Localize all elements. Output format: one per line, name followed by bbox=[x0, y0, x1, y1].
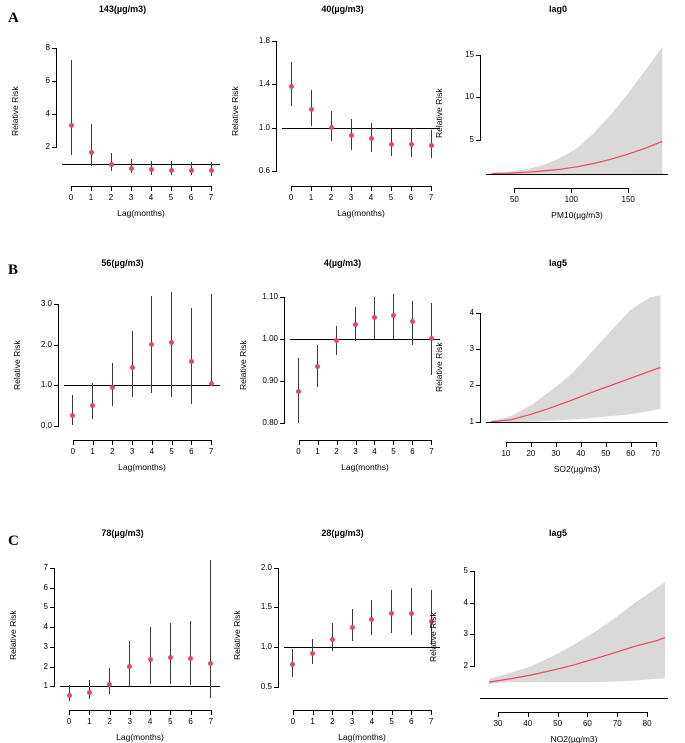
panel-letter-a: A bbox=[8, 10, 19, 26]
y-tick-label: 1.0 bbox=[40, 380, 52, 390]
x-tick-label: 5 bbox=[391, 447, 396, 456]
x-tick bbox=[391, 186, 392, 191]
chart-c2 bbox=[232, 528, 445, 743]
x-tick bbox=[352, 710, 353, 715]
y-tick-label: 15 bbox=[465, 50, 474, 60]
data-point bbox=[89, 150, 94, 155]
y-tick-label: 5 bbox=[43, 602, 48, 612]
data-point bbox=[310, 651, 315, 656]
y-tick bbox=[54, 304, 59, 305]
x-axis-title-a3: PM10(µg/m3) bbox=[551, 210, 603, 220]
x-tick-label: 3 bbox=[127, 717, 133, 726]
x-axis-title-a2: Lag(months) bbox=[337, 208, 385, 218]
y-tick bbox=[54, 345, 59, 346]
x-tick-label: 80 bbox=[642, 719, 652, 728]
x-tick-label: 4 bbox=[369, 717, 375, 726]
chart-title-c1: 78(µg/m3) bbox=[101, 528, 144, 538]
y-tick-label: 8 bbox=[45, 43, 50, 53]
error-bar bbox=[210, 560, 211, 698]
chart-b2 bbox=[240, 258, 445, 473]
x-tick bbox=[131, 186, 132, 191]
data-point bbox=[107, 682, 112, 687]
y-tick bbox=[50, 568, 55, 569]
x-tick bbox=[299, 440, 300, 445]
x-tick bbox=[332, 710, 333, 715]
data-point bbox=[353, 322, 358, 327]
x-axis-title-b2: Lag(months) bbox=[341, 462, 389, 472]
x-tick-label: 3 bbox=[129, 447, 135, 456]
y-tick-label: 1.8 bbox=[258, 35, 270, 45]
x-tick-label: 2 bbox=[334, 447, 339, 456]
y-tick-label: 1.4 bbox=[258, 79, 270, 89]
data-point bbox=[87, 690, 92, 695]
x-tick-label: 6 bbox=[188, 193, 194, 202]
x-tick-label: 40 bbox=[523, 719, 533, 728]
data-point bbox=[409, 611, 414, 616]
y-tick bbox=[50, 647, 55, 648]
y-tick-label: 1.00 bbox=[262, 333, 278, 343]
x-tick bbox=[291, 186, 292, 191]
x-tick bbox=[111, 186, 112, 191]
x-tick bbox=[130, 710, 131, 715]
x-tick-label: 6 bbox=[188, 717, 193, 726]
x-tick bbox=[211, 710, 212, 715]
data-point bbox=[409, 142, 414, 147]
y-tick bbox=[280, 297, 285, 298]
error-bar bbox=[150, 627, 151, 684]
x-tick-label: 6 bbox=[189, 447, 194, 456]
y-tick-label: 2 bbox=[43, 661, 48, 671]
x-tick bbox=[69, 710, 70, 715]
data-point bbox=[296, 389, 301, 394]
chart-title-a3: lag0 bbox=[548, 4, 567, 14]
chart-a1 bbox=[10, 4, 225, 219]
x-tick-label: 100 bbox=[564, 195, 578, 204]
chart-c3 bbox=[428, 528, 678, 743]
data-point bbox=[189, 168, 194, 173]
x-tick bbox=[112, 440, 113, 445]
y-tick-label: 2.0 bbox=[40, 339, 52, 349]
reference-line bbox=[64, 385, 220, 386]
x-tick bbox=[393, 440, 394, 445]
chart-title-a1: 143(µg/m3) bbox=[98, 4, 147, 14]
x-tick-label: 5 bbox=[168, 717, 173, 726]
y-axis-title-a2: Relative Risk bbox=[230, 86, 240, 136]
x-tick-label: 0 bbox=[68, 193, 74, 202]
data-point bbox=[429, 143, 434, 148]
y-axis-c2 bbox=[278, 568, 279, 687]
data-point bbox=[389, 142, 394, 147]
y-tick bbox=[54, 426, 59, 427]
y-axis-title-c3: Relative Risk bbox=[428, 612, 438, 662]
error-bar bbox=[72, 395, 73, 424]
y-tick-label: 4 bbox=[43, 622, 48, 632]
x-tick-label: 1 bbox=[90, 447, 95, 456]
error-bar bbox=[91, 124, 92, 166]
x-tick bbox=[171, 186, 172, 191]
x-tick bbox=[337, 440, 338, 445]
data-point bbox=[127, 664, 132, 669]
y-axis-title-c2: Relative Risk bbox=[232, 610, 242, 660]
x-tick bbox=[374, 440, 375, 445]
x-tick-label: 7 bbox=[208, 193, 214, 202]
x-tick-label: 60 bbox=[626, 449, 636, 458]
y-tick bbox=[280, 423, 285, 424]
data-point bbox=[169, 168, 174, 173]
x-axis-title-c2: Lag(months) bbox=[338, 732, 386, 742]
chart-title-b3: lag5 bbox=[548, 258, 567, 268]
x-tick bbox=[152, 440, 153, 445]
data-point bbox=[129, 166, 134, 171]
reference-line bbox=[60, 686, 220, 687]
data-point bbox=[372, 315, 377, 320]
x-tick bbox=[431, 186, 432, 191]
y-tick bbox=[280, 381, 285, 382]
confidence-band-b3 bbox=[438, 258, 678, 473]
y-tick bbox=[52, 81, 57, 82]
data-point bbox=[70, 413, 75, 418]
x-tick-label: 1 bbox=[87, 717, 92, 726]
x-tick bbox=[372, 710, 373, 715]
confidence-band-c3 bbox=[438, 528, 678, 743]
y-axis-title-b1: Relative Risk bbox=[12, 340, 22, 390]
y-tick-label: 0.6 bbox=[258, 166, 270, 176]
y-tick-label: 5 bbox=[469, 134, 474, 144]
x-tick-label: 50 bbox=[509, 195, 519, 204]
error-bar bbox=[132, 331, 133, 397]
error-bar bbox=[211, 294, 212, 385]
y-axis-a2 bbox=[276, 41, 277, 172]
x-tick-label: 30 bbox=[493, 719, 503, 728]
data-point bbox=[168, 655, 173, 660]
y-tick bbox=[54, 385, 59, 386]
data-point bbox=[369, 136, 374, 141]
data-point bbox=[110, 385, 115, 390]
x-tick-label: 3 bbox=[349, 717, 355, 726]
x-tick bbox=[91, 186, 92, 191]
x-tick-label: 2 bbox=[328, 193, 334, 202]
data-point bbox=[109, 162, 114, 167]
y-tick bbox=[272, 128, 277, 129]
data-point bbox=[209, 381, 214, 386]
chart-a2 bbox=[230, 4, 445, 219]
y-tick bbox=[272, 84, 277, 85]
data-point bbox=[315, 364, 320, 369]
y-tick bbox=[50, 607, 55, 608]
x-tick bbox=[191, 710, 192, 715]
x-tick-label: 4 bbox=[368, 193, 374, 202]
x-tick bbox=[371, 186, 372, 191]
x-tick-label: 1 bbox=[315, 447, 320, 456]
x-tick-label: 20 bbox=[526, 449, 536, 458]
data-point bbox=[209, 168, 214, 173]
x-tick-label: 50 bbox=[601, 449, 611, 458]
reference-line bbox=[486, 422, 668, 423]
x-tick bbox=[170, 710, 171, 715]
reference-line bbox=[486, 174, 668, 175]
x-tick bbox=[311, 186, 312, 191]
y-tick-label: 1.0 bbox=[258, 122, 270, 132]
confidence-band-a3 bbox=[438, 4, 678, 219]
x-tick bbox=[191, 186, 192, 191]
chart-c1 bbox=[8, 528, 225, 743]
x-tick-label: 70 bbox=[612, 719, 622, 728]
chart-title-a2: 40(µg/m3) bbox=[321, 4, 364, 14]
x-tick-label: 7 bbox=[428, 193, 434, 202]
y-axis-title-c1: Relative Risk bbox=[8, 610, 18, 660]
data-point bbox=[309, 107, 314, 112]
x-tick-label: 40 bbox=[576, 449, 586, 458]
x-tick bbox=[132, 440, 133, 445]
data-point bbox=[69, 123, 74, 128]
chart-title-b1: 56(µg/m3) bbox=[101, 258, 144, 268]
x-tick-label: 3 bbox=[348, 193, 354, 202]
data-point bbox=[290, 662, 295, 667]
y-tick-label: 6 bbox=[43, 582, 48, 592]
x-tick-label: 4 bbox=[147, 717, 153, 726]
x-tick bbox=[172, 440, 173, 445]
data-point bbox=[67, 693, 72, 698]
data-point bbox=[329, 125, 334, 130]
x-tick bbox=[351, 186, 352, 191]
x-tick-label: 2 bbox=[108, 193, 114, 202]
y-tick-label: 10 bbox=[465, 92, 474, 102]
x-tick bbox=[356, 440, 357, 445]
x-tick-label: 6 bbox=[409, 717, 414, 726]
y-tick bbox=[52, 48, 57, 49]
y-tick-label: 0.90 bbox=[262, 376, 278, 386]
chart-title-c3: lag5 bbox=[548, 528, 567, 538]
y-tick-label: 1.0 bbox=[260, 642, 272, 652]
x-tick-label: 6 bbox=[410, 447, 415, 456]
x-tick-label: 150 bbox=[621, 195, 635, 204]
y-tick-label: 3.0 bbox=[40, 299, 52, 309]
x-tick-label: 1 bbox=[310, 717, 315, 726]
y-tick bbox=[272, 171, 277, 172]
x-axis-a1 bbox=[71, 186, 211, 187]
y-tick-label: 1.5 bbox=[260, 602, 272, 612]
data-point bbox=[330, 637, 335, 642]
x-axis-title-b3: SO2(µg/m3) bbox=[553, 464, 601, 474]
x-tick-label: 2 bbox=[330, 717, 335, 726]
y-tick bbox=[50, 588, 55, 589]
data-point bbox=[410, 319, 415, 324]
x-tick-label: 3 bbox=[128, 193, 134, 202]
y-tick-label: 2 bbox=[463, 661, 468, 671]
data-point bbox=[389, 611, 394, 616]
x-tick bbox=[211, 440, 212, 445]
y-tick bbox=[50, 627, 55, 628]
y-tick-label: 1 bbox=[43, 681, 48, 691]
chart-a3 bbox=[434, 4, 678, 220]
data-point bbox=[149, 342, 154, 347]
x-tick-label: 7 bbox=[429, 447, 434, 456]
reference-line bbox=[282, 128, 440, 129]
x-tick-label: 1 bbox=[308, 193, 314, 202]
x-tick-label: 5 bbox=[169, 447, 174, 456]
x-tick bbox=[150, 710, 151, 715]
x-tick bbox=[110, 710, 111, 715]
x-tick-label: 0 bbox=[290, 717, 296, 726]
x-tick bbox=[71, 186, 72, 191]
x-tick bbox=[211, 186, 212, 191]
y-tick-label: 3 bbox=[463, 629, 468, 639]
y-tick-label: 3 bbox=[469, 344, 474, 354]
y-tick bbox=[274, 647, 279, 648]
x-tick-label: 2 bbox=[110, 447, 115, 456]
x-tick-label: 4 bbox=[148, 193, 154, 202]
y-tick bbox=[50, 667, 55, 668]
y-tick-label: 1 bbox=[469, 416, 474, 426]
error-bar bbox=[170, 623, 171, 684]
data-point bbox=[429, 336, 434, 341]
y-tick-label: 0.0 bbox=[40, 420, 52, 430]
data-point bbox=[334, 338, 339, 343]
y-tick-label: 5 bbox=[463, 565, 468, 575]
y-tick-label: 0.5 bbox=[260, 681, 272, 691]
y-tick bbox=[274, 687, 279, 688]
data-point bbox=[169, 340, 174, 345]
y-axis-title-b2: Relative Risk bbox=[238, 340, 248, 390]
y-tick-label: 2 bbox=[469, 380, 474, 390]
y-axis-b2 bbox=[284, 297, 285, 424]
x-tick bbox=[93, 440, 94, 445]
x-tick bbox=[313, 710, 314, 715]
x-tick-label: 4 bbox=[372, 447, 377, 456]
x-tick-label: 6 bbox=[408, 193, 414, 202]
y-tick-label: 4 bbox=[469, 308, 474, 318]
x-tick-label: 0 bbox=[296, 447, 301, 456]
x-tick bbox=[412, 440, 413, 445]
x-tick bbox=[318, 440, 319, 445]
y-axis-a1 bbox=[56, 48, 57, 147]
error-bar bbox=[71, 60, 72, 155]
y-tick bbox=[274, 607, 279, 608]
data-point bbox=[148, 657, 153, 662]
x-tick bbox=[392, 710, 393, 715]
error-bar bbox=[92, 383, 93, 418]
data-point bbox=[90, 403, 95, 408]
error-bar bbox=[191, 308, 192, 403]
x-axis-title-b1: Lag(months) bbox=[118, 462, 166, 472]
reference-line bbox=[290, 339, 440, 340]
x-tick-label: 7 bbox=[208, 717, 214, 726]
y-tick bbox=[52, 147, 57, 148]
x-tick bbox=[411, 710, 412, 715]
y-tick bbox=[274, 568, 279, 569]
reference-line bbox=[480, 698, 668, 699]
panel-letter-b: B bbox=[8, 262, 19, 278]
x-tick bbox=[331, 186, 332, 191]
reference-line bbox=[62, 164, 220, 165]
x-axis-title-c3: NO2(µg/m3) bbox=[550, 734, 598, 743]
y-axis-b1 bbox=[58, 304, 59, 426]
y-tick-label: 3 bbox=[43, 641, 48, 651]
x-tick-label: 5 bbox=[389, 717, 394, 726]
y-tick bbox=[52, 114, 57, 115]
x-axis-c1 bbox=[69, 710, 211, 711]
data-point bbox=[208, 661, 213, 666]
x-tick-label: 2 bbox=[107, 717, 112, 726]
y-tick-label: 0.80 bbox=[262, 418, 278, 428]
y-tick bbox=[280, 339, 285, 340]
x-tick-label: 1 bbox=[88, 193, 94, 202]
x-tick-label: 5 bbox=[168, 193, 174, 202]
panel-letter-c: C bbox=[8, 533, 19, 549]
y-axis-title-a1: Relative Risk bbox=[10, 86, 20, 136]
data-point bbox=[391, 313, 396, 318]
data-point bbox=[349, 133, 354, 138]
data-point bbox=[369, 617, 374, 622]
x-tick bbox=[151, 186, 152, 191]
y-axis-title-b3: Relative Risk bbox=[434, 342, 444, 392]
y-tick-label: 2 bbox=[45, 142, 50, 152]
x-tick-label: 5 bbox=[388, 193, 394, 202]
data-point bbox=[149, 167, 154, 172]
x-tick-label: 7 bbox=[208, 447, 214, 456]
data-point bbox=[289, 84, 294, 89]
y-tick-label: 4 bbox=[45, 109, 50, 119]
x-tick-label: 7 bbox=[428, 717, 434, 726]
x-tick-label: 50 bbox=[553, 719, 563, 728]
y-tick-label: 2.0 bbox=[260, 562, 272, 572]
x-tick bbox=[191, 440, 192, 445]
x-tick-label: 0 bbox=[70, 447, 76, 456]
x-tick-label: 30 bbox=[551, 449, 561, 458]
chart-title-c2: 28(µg/m3) bbox=[321, 528, 364, 538]
x-tick-label: 4 bbox=[149, 447, 155, 456]
x-tick-label: 60 bbox=[582, 719, 592, 728]
x-tick-label: 70 bbox=[651, 449, 660, 458]
data-point bbox=[130, 365, 135, 370]
x-tick-label: 3 bbox=[353, 447, 358, 456]
x-tick bbox=[431, 710, 432, 715]
chart-b1 bbox=[12, 258, 225, 473]
y-tick-label: 6 bbox=[45, 76, 50, 86]
x-tick-label: 0 bbox=[66, 717, 72, 726]
chart-b3 bbox=[434, 258, 678, 474]
y-tick bbox=[50, 686, 55, 687]
x-tick-label: 0 bbox=[288, 193, 294, 202]
data-point bbox=[189, 359, 194, 364]
x-tick bbox=[73, 440, 74, 445]
y-tick-label: 4 bbox=[463, 597, 468, 607]
y-tick-label: 1.10 bbox=[262, 291, 278, 301]
x-tick-label: 10 bbox=[501, 449, 511, 458]
x-axis-title-c1: Lag(months) bbox=[116, 732, 164, 742]
y-tick-label: 7 bbox=[43, 562, 48, 572]
data-point bbox=[350, 625, 355, 630]
error-bar bbox=[190, 621, 191, 685]
reference-line bbox=[284, 647, 440, 648]
x-tick bbox=[431, 440, 432, 445]
x-tick bbox=[293, 710, 294, 715]
x-axis-title-a1: Lag(months) bbox=[117, 208, 165, 218]
y-tick bbox=[272, 41, 277, 42]
data-point bbox=[188, 656, 193, 661]
x-tick bbox=[89, 710, 90, 715]
chart-title-b2: 4(µg/m3) bbox=[323, 258, 362, 268]
y-axis-title-a3: Relative Risk bbox=[434, 88, 444, 138]
x-axis-a2 bbox=[291, 186, 431, 187]
x-tick bbox=[411, 186, 412, 191]
